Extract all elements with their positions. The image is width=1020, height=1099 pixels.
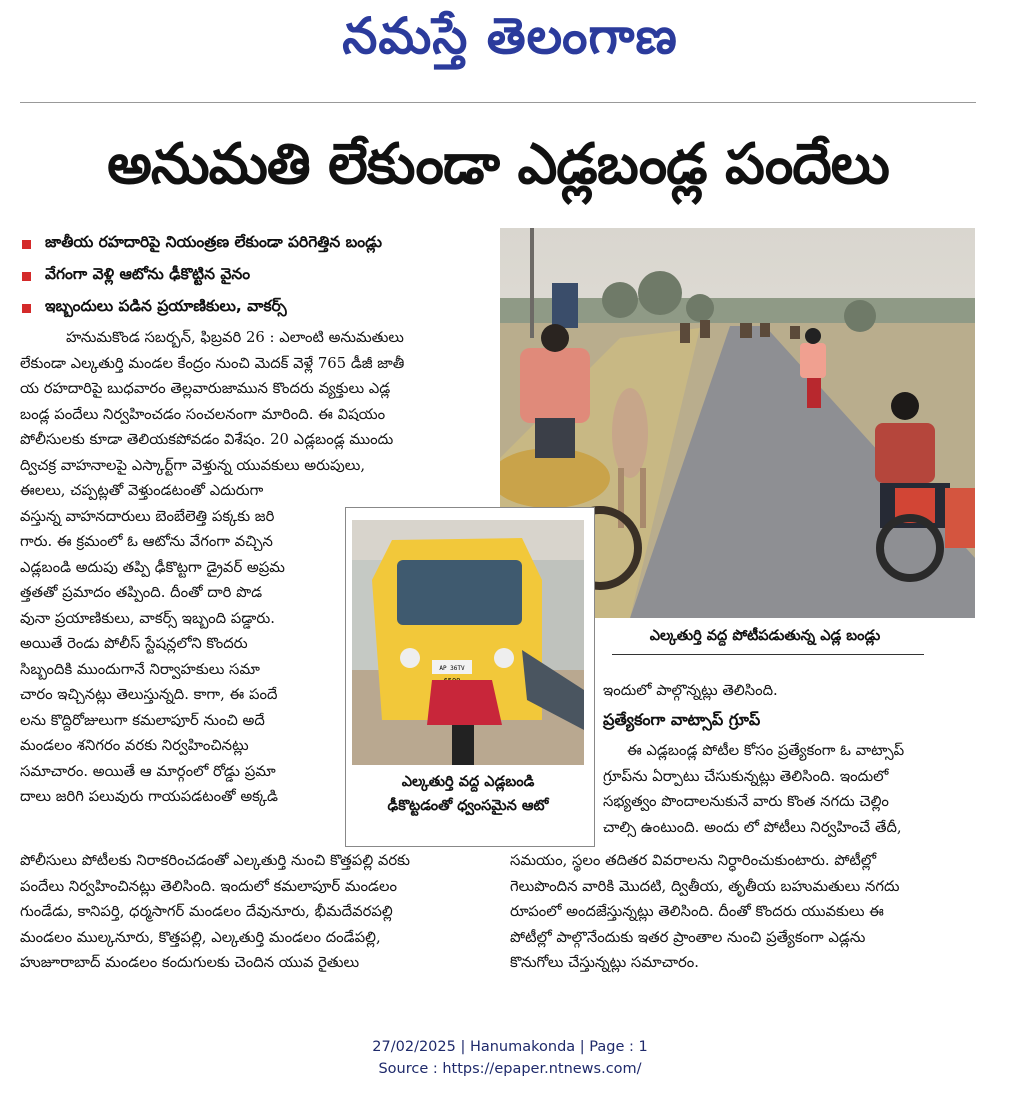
article-body-top	[20, 325, 495, 478]
body-line: గారు. ఈ క్రమంలో ఓ ఆటోను వేగంగా వచ్చిన	[20, 533, 273, 550]
auto-photo-caption	[352, 770, 584, 818]
body-line: ఈలలు, చప్పట్లతో వెళ్తుండటంతో ఎదురుగా	[20, 482, 264, 499]
body-line: ఇందులో పాల్గొన్నట్లు తెలిసింది.	[603, 682, 778, 699]
red-square-icon	[22, 272, 31, 281]
footer-date-edition: 27/02/2025 | Hanumakonda | Page : 1	[372, 1039, 648, 1055]
body-line: సమయం, స్థలం తదితర వివరాలను నిర్ధారించుకుంటారు. పోటీల్లో	[510, 852, 877, 869]
footer-source: Source : https://epaper.ntnews.com/	[378, 1061, 642, 1077]
body-line: పోలీసులకు కూడా తెలియకపోవడం విశేషం. 20 ఎడ్లబండ్ల ముందు	[20, 431, 394, 448]
body-line: మండలం ముల్కనూరు, కొత్తపల్లి, ఎల్కతుర్తి మండలం దండేపల్లి,	[20, 928, 381, 946]
body-line: సమాచారం. అయితే ఆ మార్గంలో రోడ్డు ప్రమా	[20, 762, 276, 780]
body-line: చారం ఇచ్చినట్లు తెలుస్తున్నది. కాగా, ఈ పందే	[20, 686, 278, 703]
body-line: లేకుండా ఎల్కతుర్తి మండల కేంద్రం నుంచి మెదక్ వెళ్లే 765 డీజీ జాతీ	[20, 354, 405, 372]
body-line: దాలు జరిగి పలువురు గాయపడటంతో అక్కడి	[20, 788, 278, 805]
damaged-auto-photo	[352, 520, 584, 765]
caption-underline	[612, 654, 924, 655]
body-line: గ్రూప్‌ను ఏర్పాటు చేసుకున్నట్లు తెలిసింది. ఇందులో	[603, 767, 889, 785]
body-line: ఎడ్లబండి అదుపు తప్పి ఢీకొట్టగా డ్రైవర్ అప్రమ	[20, 558, 285, 576]
caption-line: ఎల్కతుర్తి వద్ద ఎడ్లబండి	[401, 774, 535, 790]
bullet-item	[20, 260, 490, 292]
body-line: అయితే రెండు పోలీస్ స్టేషన్లలోని కొందరు	[20, 635, 248, 652]
body-line: హుజూరాబాద్ మండలం కందుగులకు చెందిన యువ రైతులు	[20, 954, 360, 971]
body-line: సభ్యత్వం పొందాలనుకునే వారు కొంత నగదు చెల్లిం	[603, 793, 889, 810]
masthead-divider	[20, 102, 976, 103]
bullet-item	[20, 228, 490, 260]
body-line: సిబ్బందికి ముందుగానే నిర్వాహకులు సమా	[20, 660, 260, 678]
body-line: గుండేడు, కానిపర్తి, ధర్మసాగర్ మండలం దేవునూరు, భీమదేవరపల్లి	[20, 903, 393, 920]
body-line: పందేలు నిర్వహించినట్లు తెలిసింది. ఇందులో కమలాపూర్ మండలం	[20, 877, 397, 895]
caption-line: ఢీకొట్టడంతో ధ్వంసమైన ఆటో	[387, 798, 549, 814]
body-line: పోలీసులు పోటీలకు నిరాకరించడంతో ఎల్కతుర్తి నుంచి కొత్తపల్లి వరకు	[20, 852, 411, 869]
bullet-text: వేగంగా వెళ్లి ఆటోను ఢీకొట్టిన వైనం	[45, 265, 251, 283]
body-line: మండలం శనిగరం వరకు నిర్వహించినట్లు	[20, 737, 249, 754]
right-column-body-wide	[510, 848, 975, 976]
body-line: వునా ప్రయాణికులు, వాకర్స్ ఇబ్బంది పడ్డారు.	[20, 609, 275, 627]
body-line: గెలుపొందిన వారికి మొదటి, ద్వితీయ, తృతీయ బహుమతులు నగదు	[510, 877, 900, 895]
highlight-bullets	[20, 228, 490, 324]
article-body-bottom	[20, 848, 495, 976]
right-column-body	[603, 738, 975, 840]
body-line: వస్తున్న వాహనదారులు బెంబేలెత్తి పక్కకు జరి	[20, 507, 275, 525]
body-line: హనుమకొండ సబర్బన్, ఫిబ్రవరి 26 : ఎలాంటి అనుమతులు	[66, 329, 404, 346]
red-square-icon	[22, 304, 31, 313]
whatsapp-group-subhead: ప్రత్యేకంగా వాట్సాప్ గ్రూప్	[603, 710, 761, 729]
main-photo-caption: ఎల్కతుర్తి వద్ద పోటీపడుతున్న ఎడ్ల బండ్లు	[649, 628, 881, 644]
red-square-icon	[22, 240, 31, 249]
bullet-item	[20, 292, 490, 324]
body-line: రూపంలో అందజేస్తున్నట్లు తెలిసింది. దీంతో కొందరు యువకులు ఈ	[510, 903, 884, 920]
body-line: కొనుగోలు చేస్తున్నట్లు సమాచారం.	[510, 954, 700, 971]
newspaper-masthead: నమస్తే తెలంగాణ	[342, 6, 678, 65]
body-line: య రహదారిపై బుధవారం తెల్లవారుజామున కొందరు వ్యక్తులు ఎడ్ల	[20, 380, 391, 397]
right-column-lead	[603, 678, 975, 704]
body-line: త్తతతో ప్రమాదం తప్పింది. దీంతో దారి పొడ	[20, 584, 263, 601]
body-line: ఈ ఎడ్లబండ్ల పోటీల కోసం ప్రత్యేకంగా ఓ వాట్సాప్	[627, 742, 905, 759]
body-line: పోటీల్లో పాల్గొనేందుకు ఇతర ప్రాంతాల నుంచి ప్రత్యేకంగా ఎడ్లను	[510, 928, 866, 946]
plate-number: AP 36TV	[439, 665, 465, 672]
body-line: ద్విచక్ర వాహనాలపై ఎస్కార్ట్‌గా వెళ్తున్న యువకులు అరుపులు,	[20, 456, 366, 474]
body-line: లను కొద్దిరోజులుగా కమలాపూర్ నుంచి అదే	[20, 711, 265, 729]
bullet-text: జాతీయ రహదారిపై నియంత్రణ లేకుండా పరిగెత్తిన బండ్లు	[45, 233, 382, 251]
article-body-narrow	[20, 478, 340, 810]
body-line: బండ్ల పందేలు నిర్వహించడం సంచలనంగా మారింది. ఈ విషయం	[20, 405, 386, 423]
body-line: చాల్సి ఉంటుంది. అందు లో పోటీలు నిర్వహించే తేదీ,	[603, 818, 902, 836]
article-headline: అనుమతి లేకుండా ఎడ్లబండ్ల పందేలు	[107, 132, 889, 197]
bullet-text: ఇబ్బందులు పడిన ప్రయాణికులు, వాకర్స్	[45, 297, 287, 315]
